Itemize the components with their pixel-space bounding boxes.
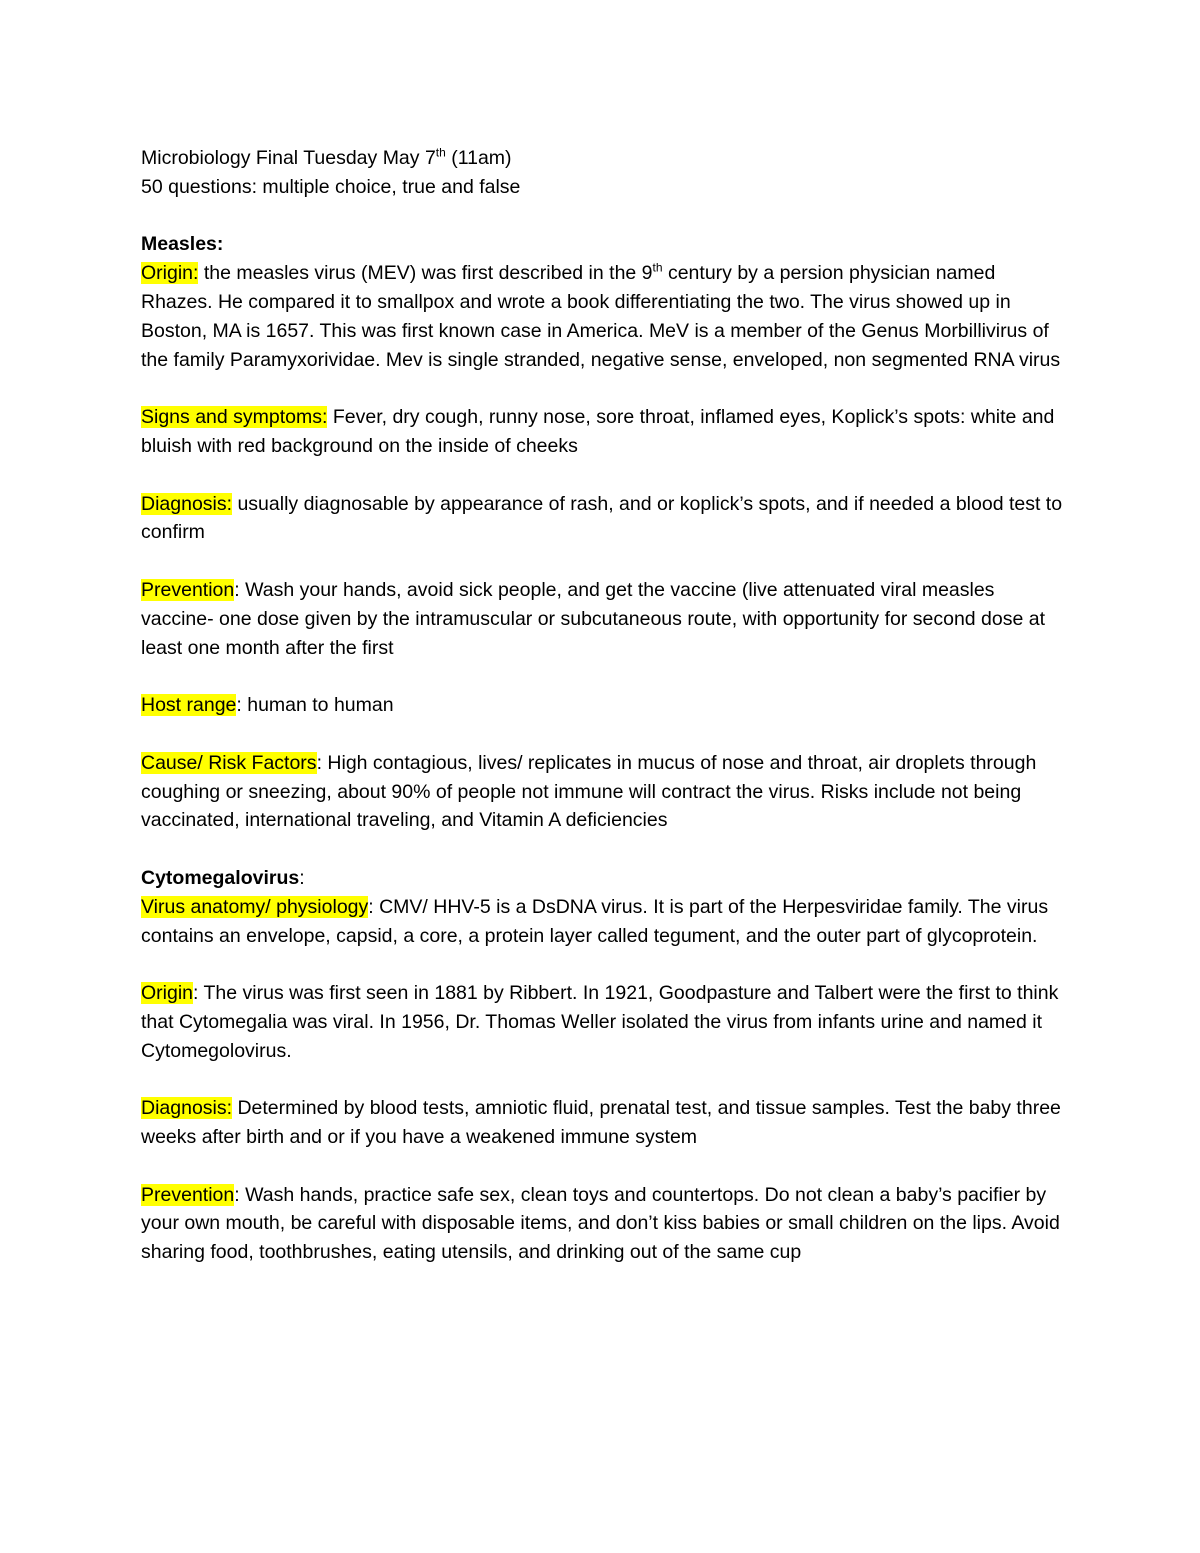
cmv-heading: Cytomegalovirus: <box>141 866 305 889</box>
cmv-anatomy: Virus anatomy/ physiology: CMV/ HHV-5 is a DsDNA virus. It is part of the Herpesviridae family. The virus contains an envelope, capsid, a core, a protein layer called tegument, and the outer part of glycoprotein. <box>141 895 1049 947</box>
measles-prevention: Prevention: Wash your hands, avoid sick people, and get the vaccine (live attenuated viral measles vaccine- one dose given by the intramuscular or subcutaneous route, with opportunity for second dose at least one month after the first <box>141 578 1046 659</box>
cmv-anatomy-label: Virus anatomy/ physiology <box>141 895 369 918</box>
measles-prevention-label: Prevention <box>141 578 235 601</box>
cmv-origin: Origin: The virus was first seen in 1881 by Ribbert. In 1921, Goodpasture and Talbert were the first to think that Cytomegalia was viral. In 1956, Dr. Thomas Weller isolated the virus from infants urine and named it Cytomegolovirus. <box>141 982 1059 1062</box>
measles-origin-label: Origin: <box>141 262 199 285</box>
measles-diagnosis-label: Diagnosis: <box>141 492 233 515</box>
document-title: Microbiology Final Tuesday May 7th (11am) <box>141 145 512 169</box>
measles-cause-label: Cause/ Risk Factors <box>141 751 317 774</box>
measles-signs-label: Signs and symptoms: <box>141 406 328 429</box>
cmv-prevention-label: Prevention <box>141 1183 235 1206</box>
measles-host-range-label: Host range <box>141 694 237 717</box>
measles-diagnosis: Diagnosis: usually diagnosable by appearance of rash, and or koplick’s spots, and if needed a blood test to confirm <box>141 492 1063 544</box>
measles-origin: Origin: the measles virus (MEV) was first described in the 9th century by a persion physician named Rhazes. He compared it to smallpox and wrote a book differentiating the two. The virus showed up in Boston, MA is 1657. This was first known case in America. MeV is a member of the Genus Morbillivirus of the family Paramyxorividae. Mev is single stranded, negative sense, enveloped, non segmented RNA virus <box>141 260 1061 371</box>
cmv-diagnosis-label: Diagnosis: <box>141 1097 233 1120</box>
measles-cause: Cause/ Risk Factors: High contagious, lives/ replicates in mucus of nose and throat, air droplets through coughing or sneezing, about 90% of people not immune will contract the virus. Risks include not being vaccinated, international traveling, and Vitamin A deficiencies <box>141 751 1037 832</box>
document-subtitle: 50 questions: multiple choice, true and false <box>141 175 521 198</box>
measles-host-range: Host range: human to human <box>141 694 394 717</box>
cmv-diagnosis: Diagnosis: Determined by blood tests, amniotic fluid, prenatal test, and tissue samples. Test the baby three weeks after birth and or if you have a weakened immune system <box>141 1097 1061 1149</box>
measles-heading: Measles: <box>141 233 224 256</box>
document-body <box>141 144 1066 1267</box>
cmv-prevention: Prevention: Wash hands, practice safe sex, clean toys and countertops. Do not clean a baby’s pacifier by your own mouth, be careful with disposable items, and don’t kiss babies or small children on the lips. Avoid sharing food, toothbrushes, eating utensils, and drinking out of the same cup <box>141 1183 1060 1264</box>
cmv-origin-label: Origin <box>141 982 194 1005</box>
measles-signs: Signs and symptoms: Fever, dry cough, runny nose, sore throat, inflamed eyes, Koplick’s spots: white and bluish with red background on the inside of cheeks <box>141 406 1055 457</box>
